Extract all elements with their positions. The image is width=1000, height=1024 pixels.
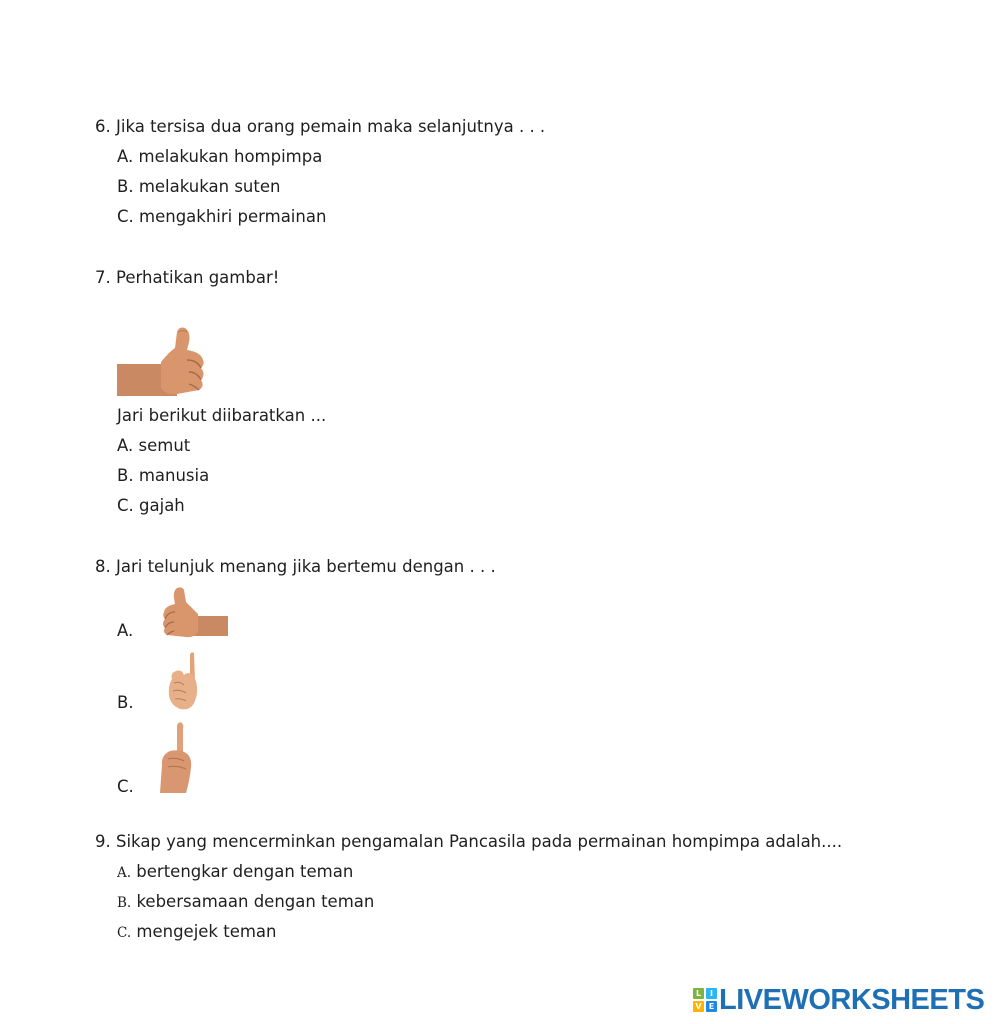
- q7-option-b[interactable]: [117, 465, 209, 487]
- q6-option-a[interactable]: [117, 146, 322, 168]
- q6-option-b[interactable]: [117, 176, 280, 198]
- option-text: manusia: [138, 466, 210, 485]
- option-letter: A.: [117, 865, 132, 881]
- question-6: [95, 116, 545, 138]
- option-letter: A.: [117, 436, 134, 455]
- logo-grid-icon: [693, 988, 717, 1012]
- q7-option-a[interactable]: [117, 435, 190, 457]
- option-text: kebersamaan dengan teman: [136, 892, 375, 911]
- brand-name: LIVEWORKSHEETS: [719, 984, 985, 1016]
- question-text: Jika tersisa dua orang pemain maka selanjutnya . . .: [116, 117, 546, 136]
- index-finger-hand-icon[interactable]: [156, 721, 194, 793]
- q8-option-a-letter: A.: [117, 621, 134, 640]
- option-letter: A.: [117, 147, 134, 166]
- option-text: melakukan hompimpa: [138, 147, 323, 166]
- thumb-hand-icon[interactable]: [162, 586, 228, 638]
- q9-option-c[interactable]: [117, 921, 277, 944]
- question-number: 9.: [95, 832, 111, 851]
- logo-grid-cell: I: [706, 988, 717, 999]
- question-number: 8.: [95, 557, 111, 576]
- option-letter: C.: [117, 496, 134, 515]
- question-number: 6.: [95, 117, 111, 136]
- q8-option-c-letter: C.: [117, 777, 134, 796]
- q9-option-b[interactable]: [117, 891, 374, 914]
- question-text: Sikap yang mencerminkan pengamalan Pancasila pada permainan hompimpa adalah....: [116, 832, 843, 851]
- option-text: mengakhiri permainan: [139, 207, 327, 226]
- q7-subtext: Jari berikut diibaratkan ...: [117, 406, 327, 425]
- logo-grid-cell: V: [693, 1001, 704, 1012]
- logo-grid-cell: L: [693, 988, 704, 999]
- option-letter: B.: [117, 466, 134, 485]
- option-letter: C.: [117, 207, 134, 226]
- option-text: mengejek teman: [136, 922, 277, 941]
- option-text: semut: [138, 436, 191, 455]
- option-text: gajah: [139, 496, 185, 515]
- q9-option-a[interactable]: [117, 861, 353, 884]
- pinky-hand-icon[interactable]: [166, 651, 200, 711]
- option-letter: C.: [117, 925, 132, 941]
- q7-option-c[interactable]: [117, 495, 185, 517]
- question-8: [95, 556, 496, 578]
- thumbs-up-hand-icon: [117, 326, 207, 398]
- option-text: bertengkar dengan teman: [136, 862, 354, 881]
- question-text: Perhatikan gambar!: [116, 268, 280, 287]
- question-9: [95, 831, 842, 853]
- option-text: melakukan suten: [138, 177, 281, 196]
- liveworksheets-logo[interactable]: [693, 983, 984, 1017]
- question-text: Jari telunjuk menang jika bertemu dengan . . .: [116, 557, 496, 576]
- question-7: [95, 267, 279, 289]
- q6-option-c[interactable]: [117, 206, 326, 228]
- option-letter: B.: [117, 177, 134, 196]
- logo-grid-cell: E: [706, 1001, 717, 1012]
- question-number: 7.: [95, 268, 111, 287]
- option-letter: B.: [117, 895, 132, 911]
- q8-option-b-letter: B.: [117, 693, 134, 712]
